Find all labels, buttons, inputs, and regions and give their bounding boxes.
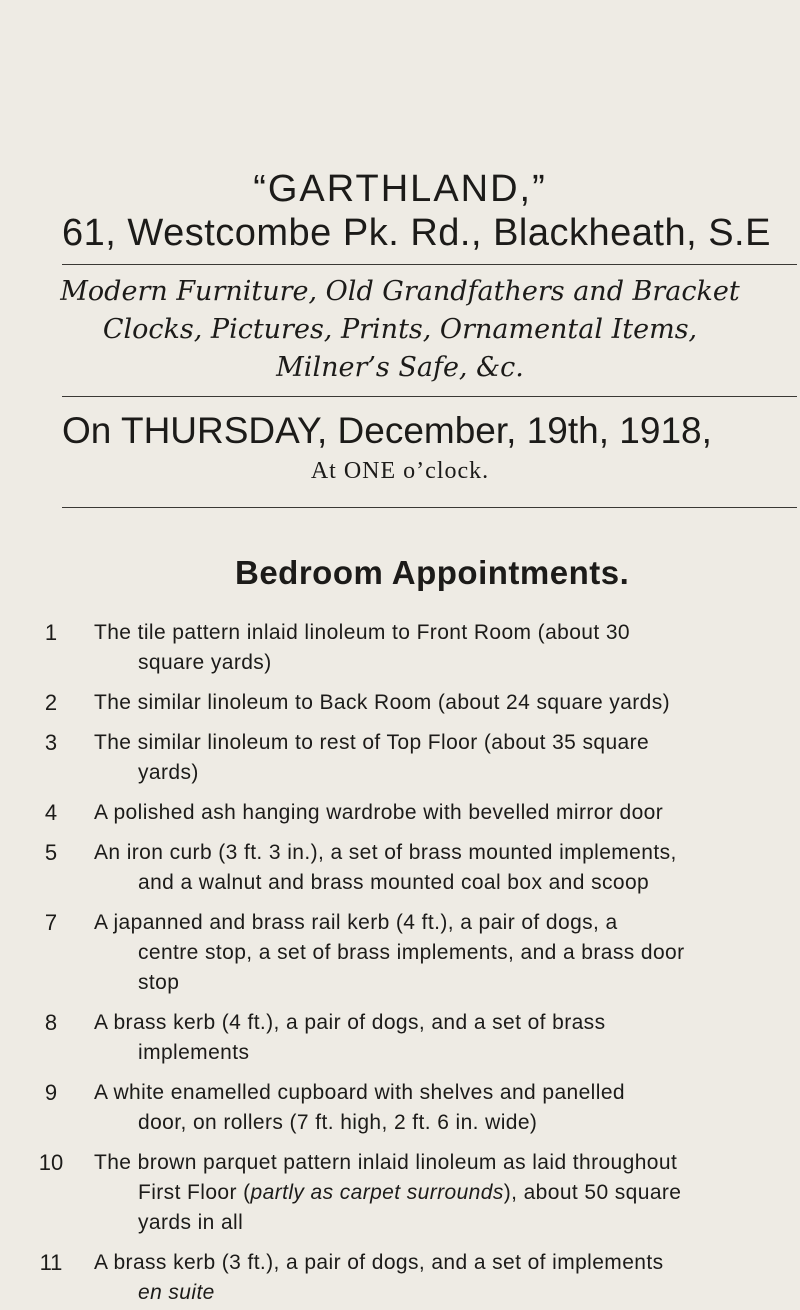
divider bbox=[62, 507, 797, 508]
lot-line: A brass kerb (3 ft.), a pair of dogs, and a set of implements bbox=[94, 1251, 664, 1274]
lot-number: 8 bbox=[44, 1010, 58, 1035]
lot-description bbox=[94, 688, 794, 718]
address-line: 61, Westcombe Pk. Rd., Blackheath, S.E bbox=[62, 212, 771, 254]
lot-line: yards) bbox=[138, 761, 199, 784]
lot-number: 4 bbox=[44, 800, 58, 825]
lot-line: A brass kerb (4 ft.), a pair of dogs, and a set of brass bbox=[94, 1011, 606, 1034]
lot-description bbox=[94, 838, 794, 898]
lot-line: A polished ash hanging wardrobe with bevelled mirror door bbox=[94, 801, 664, 824]
lot-line: First Floor (partly as carpet surrounds), about 50 square bbox=[138, 1181, 682, 1204]
lot-line: centre stop, a set of brass implements, and a brass door bbox=[138, 941, 685, 964]
lot-description bbox=[94, 1008, 794, 1068]
sale-time: At ONE o’clock. bbox=[310, 458, 490, 484]
lot-number: 1 bbox=[44, 620, 58, 645]
lot-description bbox=[94, 728, 794, 788]
lot-line: en suite bbox=[138, 1281, 215, 1304]
lot-description bbox=[94, 798, 794, 828]
lot-line: The brown parquet pattern inlaid linoleum as laid throughout bbox=[94, 1151, 678, 1174]
lot-description bbox=[94, 1248, 794, 1308]
sale-description-line-1: Modern Furniture, Old Grandfathers and Bracket bbox=[60, 276, 740, 307]
lot-line: The similar linoleum to Back Room (about 24 square yards) bbox=[94, 691, 671, 714]
lot-line: square yards) bbox=[138, 651, 272, 674]
lot-number: 7 bbox=[44, 910, 58, 935]
lot-description bbox=[94, 1078, 794, 1138]
lot-number: 11 bbox=[39, 1250, 63, 1275]
lot-description bbox=[94, 908, 794, 998]
lot-number: 5 bbox=[44, 840, 58, 865]
lot-description bbox=[94, 618, 794, 678]
lot-number: 3 bbox=[44, 730, 58, 755]
lot-line: yards in all bbox=[138, 1211, 244, 1234]
lot-line: A japanned and brass rail kerb (4 ft.), a pair of dogs, a bbox=[94, 911, 618, 934]
lot-description bbox=[94, 1148, 794, 1238]
lot-number: 9 bbox=[44, 1080, 58, 1105]
house-name-title: “GARTHLAND,” bbox=[253, 168, 547, 210]
divider bbox=[62, 396, 797, 397]
lot-number: 2 bbox=[44, 690, 58, 715]
sale-description-line-3: Milner’s Safe, &c. bbox=[276, 352, 524, 383]
section-heading: Bedroom Appointments. bbox=[235, 554, 630, 591]
sale-date: On THURSDAY, December, 19th, 1918, bbox=[62, 410, 712, 451]
lot-line: The tile pattern inlaid linoleum to Front Room (about 30 bbox=[94, 621, 631, 644]
sale-description-line-2: Clocks, Pictures, Prints, Ornamental Items, bbox=[102, 314, 698, 345]
lot-number: 10 bbox=[38, 1150, 64, 1175]
lot-line: A white enamelled cupboard with shelves and panelled bbox=[94, 1081, 625, 1104]
lot-line: An iron curb (3 ft. 3 in.), a set of brass mounted implements, bbox=[94, 841, 677, 864]
lot-line: stop bbox=[138, 971, 180, 994]
lot-line: door, on rollers (7 ft. high, 2 ft. 6 in. wide) bbox=[138, 1111, 538, 1134]
lot-line: and a walnut and brass mounted coal box and scoop bbox=[138, 871, 650, 894]
divider bbox=[62, 264, 797, 265]
lot-line: implements bbox=[138, 1041, 250, 1064]
lot-line: The similar linoleum to rest of Top Floor (about 35 square bbox=[94, 731, 650, 754]
